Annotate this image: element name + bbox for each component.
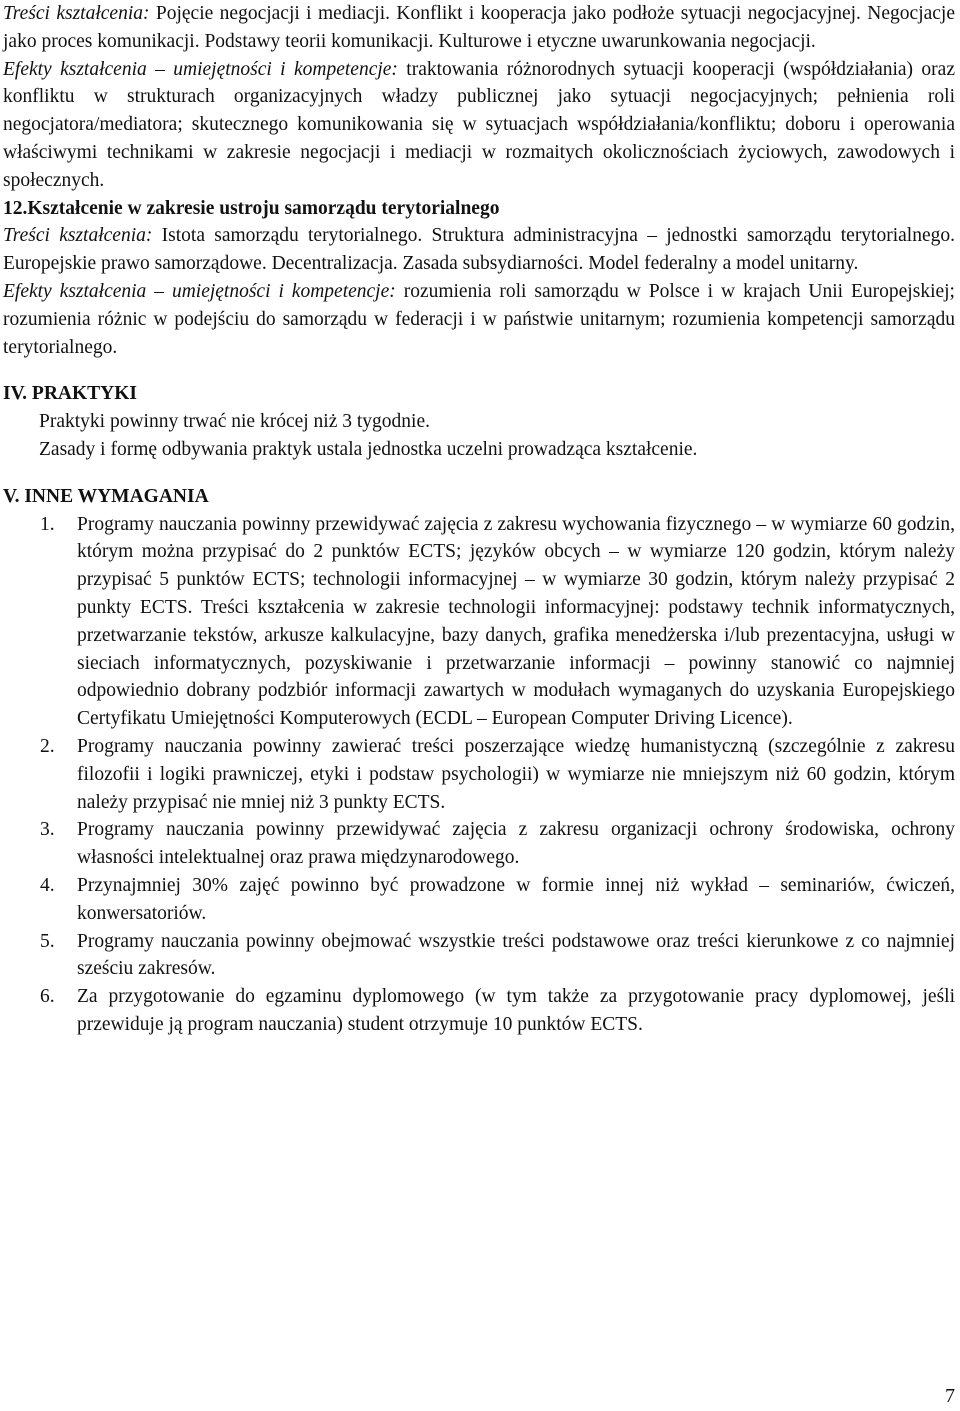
list-item [3,928,955,984]
list-item-text: Programy nauczania powinny przewidywać zajęcia z zakresu organizacji ochrony środowiska, ochrony własności intelektualnej oraz prawa międzynarodowego. [77,819,955,869]
list-item-text: Programy nauczania powinny zawierać treści poszerzające wiedzę humanistyczną (szczególnie z zakresu filozofii i logiki prawniczej, etyki i podstaw psychologii) w wymiarze nie mniejszym niż 60 godzin, którym należy przypisać nie mniej niż 3 punkty ECTS. [77,735,955,813]
list-item-number: 3. [40,819,55,841]
list-item-number: 4. [40,874,55,896]
praktyki-line-1: Praktyki powinny trwać nie krócej niż 3 tygodnie. [39,411,430,433]
list-item-text: Za przygotowanie do egzaminu dyplomowego (w tym także za przygotowanie pracy dyplomowej, jeśli przewiduje ją program nauczania) student otrzymuje 10 punktów ECTS. [77,986,955,1035]
efekty-label: Efekty kształcenia – umiejętności i kompetencje: [3,280,396,302]
list-item-number: 2. [40,735,55,757]
list-item-text: Przynajmniej 30% zajęć powinno być prowadzone w formie innej niż wykład – seminariów, ćwiczeń, konwersatoriów. [77,874,955,924]
spacer [3,361,955,380]
efekty-text: rozumienia roli samorządu w Polsce i w krajach Unii Europejskiej; rozumienia różnic w podejściu do samorządu w federacji i w państwie unitarnym; rozumienia kompetencji samorządu terytorialnego. [3,280,955,358]
tresci-text: Istota samorządu terytorialnego. Struktura administracyjna – jednostki samorządu terytorialnego. Europejskie prawo samorządowe. Decentralizacja. Zasada subsydiarności. Model federalny a model unitarny. [3,225,955,275]
list-item-number: 5. [40,930,55,952]
list-item [3,816,955,872]
requirements-list [3,511,955,1039]
document-page [3,0,955,1039]
efekty-text: traktowania różnorodnych sytuacji kooperacji (współdziałania) oraz konfliktu w strukturach organizacyjnych władzy publicznej jako sytuacji negocjacyjnych; pełnienia roli negocjatora/mediatora; skutecznego komunikowania się w sytuacjach współdziałania/konfliktu; doboru i operowania właściwymi technikami w zakresie negocjacji i mediacji w rozmaitych okolicznościach życiowych, zawodowych i społecznych. [3,58,955,191]
list-item-number: 6. [40,986,55,1008]
spacer [3,464,955,483]
paragraph-efekty-samorzad [3,278,955,361]
list-item-text: Programy nauczania powinny obejmować wszystkie treści podstawowe oraz treści kierunkowe z co najmniej sześciu zakresów. [77,930,955,980]
tresci-label: Treści kształcenia: [3,225,153,247]
list-item [3,733,955,816]
list-item [3,983,955,1039]
paragraph-tresci-samorzad [3,222,955,278]
paragraph-tresci-negocjacje [3,0,955,56]
list-item-text: Programy nauczania powinny przewidywać zajęcia z zakresu wychowania fizycznego – w wymiarze 60 godzin, którym można przypisać do 2 punktów ECTS; języków obcych – w wymiarze 120 godzin, którym należy przypisać 5 punktów ECTS; technologii informacyjnej – w wymiarze 30 godzin, którym należy przypisać 2 punkty ECTS. Treści kształcenia w zakresie technologii informacyjnej: podstawy technik informatycznych, przetwarzanie tekstów, arkusze kalkulacyjne, bazy danych, grafika menedżerska i/lub prezentacyjna, usługi w sieciach informatycznych, pozyskiwanie i przetwarzanie informacji – powinny stanowić co najmniej odpowiednio dobrany podzbiór informacji zawartych w modułach wymaganych do uzyskania Europejskiego Certyfikatu Umiejętności Komputerowych (ECDL – European Computer Driving Licence). [77,513,955,730]
page-number: 7 [945,1385,955,1407]
efekty-label: Efekty kształcenia – umiejętności i kompetencje: [3,58,398,80]
paragraph-efekty-negocjacje [3,56,955,195]
heading-samorzad: 12.Kształcenie w zakresie ustroju samorządu terytorialnego [3,197,500,219]
tresci-label: Treści kształcenia: [3,3,150,24]
list-item [3,872,955,928]
praktyki-line-2: Zasady i formę odbywania praktyk ustala jednostka uczelni prowadząca kształcenie. [39,438,698,460]
list-item [3,511,955,733]
heading-praktyki: IV. PRAKTYKI [3,383,137,405]
heading-inne-wymagania: V. INNE WYMAGANIA [3,485,209,507]
list-item-number: 1. [40,513,55,535]
tresci-text: Pojęcie negocjacji i mediacji. Konflikt i kooperacja jako podłoże sytuacji negocjacyjnej. Negocjacje jako proces komunikacji. Podstawy teorii komunikacji. Kulturowe i etyczne uwarunkowania negocjacji. [3,3,955,52]
